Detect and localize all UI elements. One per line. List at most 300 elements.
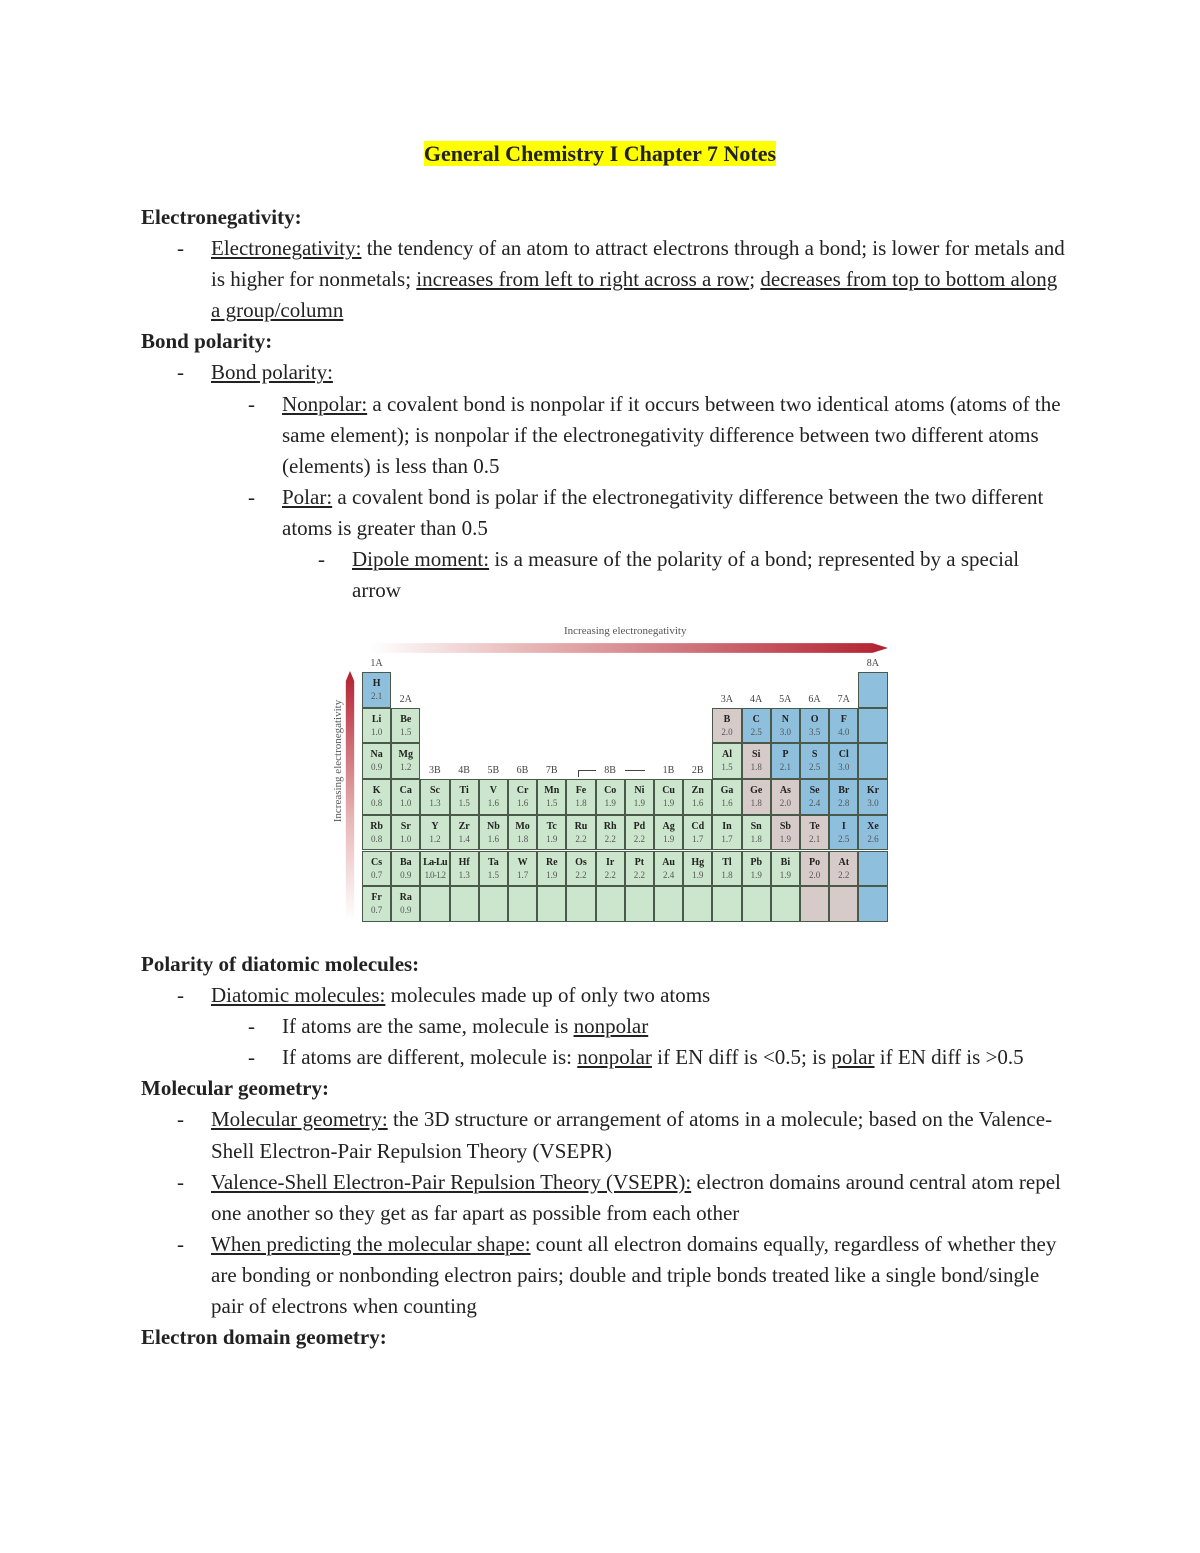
element-symbol: Po: [809, 856, 821, 868]
element-cell: [420, 779, 449, 815]
element-symbol: Be: [400, 713, 412, 725]
element-cell: [508, 886, 537, 922]
element-cell: [479, 886, 508, 922]
element-cell: [450, 815, 479, 851]
bullet-item: [141, 1011, 1071, 1042]
electronegativity-value: 2.5: [808, 762, 821, 773]
element-cell: [450, 779, 479, 815]
element-symbol: Hg: [691, 856, 705, 868]
element-symbol: W: [517, 856, 528, 868]
electronegativity-value: 2.1: [808, 833, 821, 844]
electronegativity-value: 1.8: [750, 833, 762, 844]
electronegativity-value: 3.5: [808, 726, 821, 737]
element-cell: [479, 851, 508, 887]
element-cell: [683, 779, 712, 815]
bullet-dash: -: [248, 484, 255, 509]
element-cell: [829, 815, 858, 851]
electronegativity-value: 2.2: [633, 833, 646, 844]
electronegativity-value: 1.6: [487, 833, 500, 844]
group-label: 4B: [458, 765, 470, 777]
bullet-item: [141, 1104, 1071, 1166]
element-cell: [625, 815, 654, 851]
underlined-term: nonpolar: [573, 1014, 649, 1039]
electronegativity-value: 1.8: [750, 798, 762, 809]
section-heading: Polarity of diatomic molecules:: [141, 952, 420, 976]
document-title: General Chemistry I Chapter 7 Notes: [423, 141, 777, 166]
element-symbol: Hf: [458, 856, 470, 868]
element-cell: [712, 851, 741, 887]
element-symbol: Co: [604, 785, 617, 797]
bullet-dash: -: [248, 1045, 255, 1070]
horizontal-axis-label: Increasing electronegativity: [564, 625, 687, 637]
electronegativity-value: 1.2: [400, 762, 412, 773]
element-symbol: B: [723, 713, 731, 725]
element-cell: [742, 743, 771, 779]
electronegativity-value: 1.5: [458, 798, 470, 809]
electronegativity-value: 2.0: [779, 798, 792, 809]
electronegativity-value: 1.2: [429, 833, 441, 844]
element-cell: [683, 886, 712, 922]
element-cell: [742, 815, 771, 851]
element-cell: [771, 886, 800, 922]
electronegativity-value: 1.0: [400, 798, 412, 809]
bullet-dash: -: [177, 1231, 184, 1256]
electronegativity-value: 1.5: [721, 762, 733, 773]
bullet-dash: -: [177, 1107, 184, 1132]
bullet-item: [141, 1167, 1071, 1229]
element-symbol: Os: [575, 856, 587, 868]
element-cell: [537, 851, 566, 887]
electronegativity-value: 2.5: [750, 726, 762, 737]
electronegativity-value: 0.8: [370, 798, 383, 809]
element-symbol: Xe: [867, 820, 879, 832]
element-symbol: Re: [545, 856, 558, 868]
element-cell: [391, 851, 420, 887]
element-cell: [654, 851, 683, 887]
horizontal-arrow-icon: [370, 641, 888, 655]
electronegativity-value: 1.6: [516, 798, 529, 809]
group-label: 7A: [837, 693, 850, 705]
element-cell: [596, 851, 625, 887]
element-cell: [596, 886, 625, 922]
element-symbol: Ti: [459, 785, 469, 797]
bullet-item: [141, 357, 1071, 388]
element-symbol: Y: [431, 820, 439, 832]
element-symbol: Zn: [691, 785, 704, 797]
element-cell: [479, 779, 508, 815]
element-cell: [858, 779, 887, 815]
section-heading: Electron domain geometry:: [141, 1325, 387, 1350]
element-symbol: Rh: [603, 820, 617, 832]
electronegativity-value: 1.5: [487, 869, 500, 880]
group-label: 8A: [866, 658, 879, 669]
section-heading: Electronegativity:: [141, 205, 302, 229]
group-label: 1B: [662, 765, 675, 777]
element-symbol: Na: [370, 749, 383, 761]
electronegativity-value: 1.9: [692, 869, 704, 880]
bullet-item: [141, 980, 1071, 1011]
element-cell: [566, 886, 595, 922]
electronegativity-value: 1.8: [516, 833, 529, 844]
electronegativity-value: 2.1: [779, 762, 792, 773]
element-symbol: Sn: [750, 820, 762, 832]
element-cell: [829, 743, 858, 779]
electronegativity-value: 1.8: [750, 762, 762, 773]
electronegativity-value: 1.9: [779, 833, 792, 844]
electronegativity-value: 2.0: [721, 726, 733, 737]
element-cell: [800, 708, 829, 744]
element-symbol: Rb: [370, 820, 383, 832]
element-symbol: Pd: [633, 820, 646, 832]
text-segment: if EN diff is <0.5; is: [651, 1045, 832, 1070]
electronegativity-value: 1.8: [575, 798, 587, 809]
electronegativity-value: 1.9: [546, 869, 558, 880]
element-cell: [829, 851, 858, 887]
element-cell: [800, 886, 829, 922]
element-cell: [829, 886, 858, 922]
element-symbol: Fr: [371, 892, 382, 904]
text-segment: is a measure of the polarity of a bond; represented by a special arrow: [352, 547, 1020, 603]
element-cell: [858, 672, 887, 708]
element-cell: [712, 779, 741, 815]
element-symbol: Ir: [606, 856, 615, 868]
vertical-axis-label: Increasing electronegativity: [332, 699, 344, 823]
electronegativity-value: 1.9: [546, 833, 558, 844]
element-symbol: Cu: [662, 785, 675, 797]
element-cell: [771, 779, 800, 815]
element-cell: [450, 851, 479, 887]
underlined-term: Nonpolar:: [282, 391, 368, 416]
element-cell: [596, 779, 625, 815]
element-symbol: H: [372, 678, 381, 689]
element-symbol: F: [840, 713, 847, 725]
vertical-arrow-icon: [344, 671, 356, 921]
electronegativity-value: 4.0: [838, 726, 850, 737]
element-symbol: Fe: [575, 785, 587, 797]
electronegativity-value: 2.6: [867, 833, 879, 844]
underlined-term: increases from left to right across a row: [416, 267, 750, 292]
underlined-term: Electronegativity:: [211, 236, 362, 261]
underlined-term: When predicting the molecular shape:: [211, 1231, 531, 1256]
text-segment: ;: [749, 267, 761, 292]
element-symbol: Se: [809, 785, 820, 797]
electronegativity-value: 1.5: [400, 726, 412, 737]
bullet-dash: -: [318, 547, 325, 572]
element-symbol: Al: [721, 749, 732, 761]
element-cell: [742, 851, 771, 887]
element-symbol: Pb: [750, 856, 763, 868]
element-cell: [508, 815, 537, 851]
element-symbol: Pt: [634, 856, 645, 868]
bullet-item: [141, 1042, 1071, 1073]
notes-part-2: [141, 949, 1071, 1353]
bullet-dash: -: [177, 360, 184, 385]
electronegativity-value: 1.9: [633, 798, 646, 809]
electronegativity-value: 3.0: [867, 798, 879, 809]
element-cell: [625, 779, 654, 815]
element-cell: [858, 708, 887, 744]
bullet-item: [141, 1229, 1071, 1322]
element-cell: [800, 815, 829, 851]
element-cell: [771, 851, 800, 887]
element-cell: [537, 886, 566, 922]
electronegativity-value: 1.7: [721, 833, 733, 844]
bullet-item: [141, 482, 1071, 544]
electronegativity-value: 2.2: [604, 869, 616, 880]
element-cell: [391, 886, 420, 922]
element-cell: [800, 851, 829, 887]
element-cell: [858, 886, 887, 922]
bullet-dash: -: [177, 983, 184, 1008]
group-label: 2A: [399, 693, 412, 705]
element-cell: [654, 779, 683, 815]
element-cell: [479, 815, 508, 851]
group-label: 2B: [691, 765, 704, 777]
element-cell: [858, 851, 887, 887]
bullet-dash: -: [248, 1014, 255, 1039]
underlined-term: Dipole moment:: [352, 547, 490, 572]
electronegativity-value: 1.8: [721, 869, 733, 880]
group-label: 6B: [516, 765, 529, 777]
element-cell: [712, 815, 741, 851]
element-symbol: Ag: [662, 820, 675, 832]
element-cell: [742, 708, 771, 744]
underlined-term: polar: [831, 1045, 875, 1070]
element-cell: [654, 815, 683, 851]
element-cell: [537, 779, 566, 815]
element-symbol: O: [810, 713, 819, 725]
group-label: 5B: [487, 765, 500, 777]
electronegativity-value: 0.9: [400, 905, 412, 916]
element-cell: [566, 851, 595, 887]
electronegativity-value: 1.9: [750, 869, 762, 880]
electronegativity-value: 2.0: [808, 869, 821, 880]
element-cell: [712, 708, 741, 744]
element-cell: [800, 743, 829, 779]
group-label: 3B: [429, 765, 441, 777]
element-symbol: Ge: [750, 785, 763, 797]
element-symbol: I: [841, 820, 846, 832]
group-label: 5A: [779, 693, 792, 705]
electronegativity-value: 3.0: [838, 762, 850, 773]
element-symbol: Mn: [544, 785, 560, 797]
element-cell: [420, 815, 449, 851]
element-symbol: Nb: [486, 820, 500, 832]
element-cell: [829, 708, 858, 744]
element-cell: [800, 779, 829, 815]
element-cell: [420, 851, 449, 887]
electronegativity-periodic-table-figure: [330, 625, 890, 925]
element-symbol: Ra: [399, 892, 412, 904]
element-cell: [508, 779, 537, 815]
element-cell: [362, 743, 391, 779]
element-symbol: Kr: [866, 785, 880, 797]
element-symbol: Br: [838, 785, 850, 797]
electronegativity-value: 1.4: [458, 833, 470, 844]
element-cell: [742, 779, 771, 815]
electronegativity-value: 1.7: [692, 833, 704, 844]
element-cell: [362, 672, 391, 708]
element-cell: [829, 779, 858, 815]
group-label: 4A: [749, 693, 763, 705]
electronegativity-value: 0.9: [370, 762, 383, 773]
text-segment: a covalent bond is polar if the electronegativity difference between the two different atoms is greater than 0.5: [282, 484, 1044, 540]
electronegativity-value: 2.2: [633, 869, 646, 880]
element-symbol: Bi: [780, 856, 791, 868]
electronegativity-value: 2.2: [838, 869, 850, 880]
electronegativity-value: 1.3: [458, 869, 470, 880]
element-symbol: Cs: [371, 856, 383, 868]
underlined-term: Bond polarity:: [211, 360, 333, 385]
bullet-dash: -: [248, 391, 255, 416]
element-symbol: Sc: [429, 785, 440, 797]
electronegativity-value: 1.6: [487, 798, 500, 809]
element-symbol: Ru: [574, 820, 588, 832]
group-label: 1A: [370, 658, 383, 669]
notes-part-1: [141, 202, 1071, 606]
element-symbol: P: [782, 749, 789, 761]
bullet-item: [141, 544, 1071, 606]
element-cell: [858, 743, 887, 779]
bullet-item: [141, 233, 1071, 326]
electronegativity-value: 1.0: [370, 726, 383, 737]
element-cell: [742, 886, 771, 922]
element-symbol: Ta: [488, 856, 499, 868]
element-cell: [771, 815, 800, 851]
element-cell: [420, 886, 449, 922]
underlined-term: Polar:: [282, 484, 333, 509]
element-symbol: N: [781, 713, 789, 725]
element-cell: [566, 779, 595, 815]
element-cell: [771, 743, 800, 779]
element-symbol: Mg: [398, 749, 413, 761]
element-symbol: Tc: [546, 820, 557, 832]
element-symbol: Sb: [779, 820, 791, 832]
element-cell: [712, 743, 741, 779]
element-symbol: Cr: [516, 785, 529, 797]
electronegativity-value: 0.9: [400, 869, 412, 880]
element-symbol: Cl: [838, 749, 849, 761]
element-symbol: Ni: [634, 785, 645, 797]
element-cell: [508, 851, 537, 887]
element-cell: [625, 851, 654, 887]
element-symbol: Cd: [691, 820, 705, 832]
element-symbol: Te: [809, 820, 820, 832]
element-cell: [362, 708, 391, 744]
element-symbol: La-Lu: [423, 856, 447, 868]
underlined-term: Diatomic molecules:: [211, 983, 386, 1008]
element-symbol: Si: [752, 749, 761, 761]
electronegativity-value: 1.6: [721, 798, 733, 809]
element-symbol: V: [489, 785, 497, 797]
group-label: 7B: [545, 765, 558, 777]
electronegativity-value: 1.6: [692, 798, 704, 809]
text-segment: the tendency of an atom to attract electrons through a bond; is lower for metals and is higher for nonmetals;: [211, 236, 1065, 292]
element-cell: [391, 779, 420, 815]
electronegativity-value: 2.2: [575, 869, 587, 880]
electronegativity-value: 2.4: [808, 798, 821, 809]
electronegativity-value: 1.9: [662, 798, 675, 809]
text-segment: a covalent bond is nonpolar if it occurs between two identical atoms (atoms of the same element); is nonpolar if the electronegativity difference between two different atoms (elements) is less than 0.5: [282, 391, 1061, 478]
electronegativity-value: 2.2: [604, 833, 616, 844]
element-symbol: Ca: [399, 785, 412, 797]
group-label: 3A: [720, 693, 733, 705]
text-segment: If atoms are the same, molecule is: [282, 1014, 574, 1039]
element-cell: [771, 708, 800, 744]
electronegativity-value: 3.0: [779, 726, 792, 737]
electronegativity-value: 1.9: [662, 833, 675, 844]
bullet-dash: -: [177, 1169, 184, 1194]
text-segment: molecules made up of only two atoms: [385, 983, 711, 1008]
element-cell: [683, 851, 712, 887]
element-symbol: Mo: [515, 820, 530, 832]
underlined-term: Molecular geometry:: [211, 1107, 388, 1132]
element-cell: [450, 886, 479, 922]
element-symbol: Tl: [722, 856, 732, 868]
element-cell: [391, 815, 420, 851]
element-symbol: Sr: [400, 820, 411, 832]
element-symbol: S: [811, 749, 818, 761]
electronegativity-value: 2.1: [370, 691, 383, 701]
element-cell: [537, 815, 566, 851]
section-heading: Molecular geometry:: [141, 1076, 329, 1101]
underlined-term: Valence-Shell Electron-Pair Repulsion Theory (VSEPR):: [211, 1169, 692, 1194]
electronegativity-value: 1.5: [546, 798, 558, 809]
text-segment: If atoms are different, molecule is:: [282, 1045, 578, 1070]
text-segment: count all electron domains equally, regardless of whether they are bonding or nonbonding electron pairs; double and triple bonds treated like a single bond/single pair of electrons when counting: [211, 1231, 1057, 1319]
group-label: 6A: [808, 693, 821, 705]
element-cell: [362, 815, 391, 851]
element-symbol: Ga: [720, 785, 734, 797]
element-cell: [362, 851, 391, 887]
element-cell: [566, 815, 595, 851]
element-symbol: Zr: [458, 820, 470, 832]
element-symbol: Au: [662, 856, 675, 868]
element-symbol: Li: [371, 713, 382, 725]
electronegativity-value: 1.0-1.2: [424, 869, 446, 880]
electronegativity-value: 2.5: [838, 833, 850, 844]
element-symbol: At: [838, 856, 850, 868]
electronegativity-value: 1.0: [400, 833, 412, 844]
text-segment: if EN diff is >0.5: [874, 1045, 1024, 1070]
element-cell: [712, 886, 741, 922]
section-heading: Bond polarity:: [141, 329, 273, 354]
electronegativity-value: 2.2: [575, 833, 587, 844]
element-symbol: In: [722, 820, 732, 832]
element-cell: [625, 886, 654, 922]
electronegativity-value: 0.7: [370, 905, 383, 916]
electronegativity-value: 1.3: [429, 798, 441, 809]
electronegativity-value: 1.7: [516, 869, 529, 880]
element-symbol: K: [372, 785, 381, 797]
element-symbol: C: [752, 713, 760, 725]
electronegativity-value: 1.9: [779, 869, 792, 880]
text-segment: electron domains around central atom repel one another so they get as far apart as possible from each other: [211, 1169, 1061, 1225]
element-cell: [858, 815, 887, 851]
element-cell: [391, 743, 420, 779]
element-cell: [391, 708, 420, 744]
electronegativity-value: 1.9: [604, 798, 616, 809]
electronegativity-value: 2.8: [838, 798, 850, 809]
underlined-term: decreases from top to bottom along a group/column: [211, 267, 1058, 323]
element-cell: [654, 886, 683, 922]
element-symbol: Ba: [399, 856, 412, 868]
element-cell: [362, 779, 391, 815]
underlined-term: nonpolar: [577, 1045, 652, 1070]
element-cell: [362, 886, 391, 922]
text-segment: the 3D structure or arrangement of atoms in a molecule; based on the Valence-Shell Electron-Pair Repulsion Theory (VSEPR): [211, 1107, 1053, 1163]
element-symbol: As: [779, 785, 791, 797]
